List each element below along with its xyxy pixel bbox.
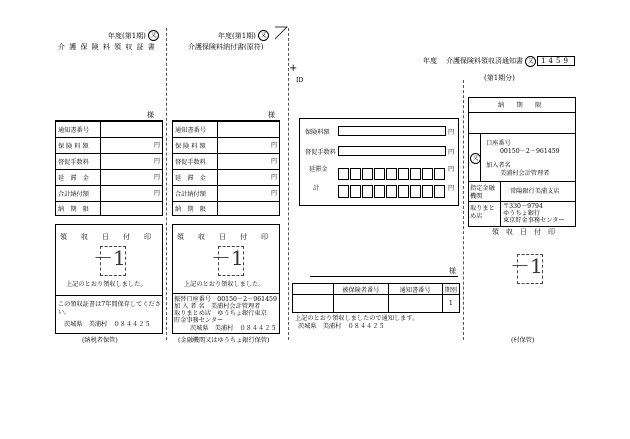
yen-label: 円	[270, 158, 277, 165]
mid-footer: (金融機関又はゆうちょ銀行保管)	[178, 337, 270, 344]
center-id-cell	[293, 284, 334, 295]
center-col-period: 期別	[442, 284, 459, 295]
yen-label: 円	[270, 174, 277, 181]
right-divider	[468, 133, 576, 134]
yen-label: 円	[270, 190, 277, 197]
s3-circle-mark: 又	[525, 56, 536, 67]
right-bank-label: 指定金融機関	[470, 185, 495, 201]
mid-row-label: 保 険 料 額	[173, 138, 218, 154]
yen-label: 円	[448, 129, 455, 136]
right-due-label: 納 期 限	[498, 102, 542, 109]
center-late-boxes	[338, 163, 445, 182]
s3-code: 1459	[537, 56, 575, 66]
left-keep-note: この領収証書は7年間保存してください。	[58, 301, 161, 316]
perforation-line-3	[463, 80, 464, 340]
s3-fiscal-year: 年度	[423, 57, 437, 65]
right-circle-mark: 又	[470, 153, 481, 164]
yen-label: 円	[153, 174, 160, 181]
center-insured-value	[334, 295, 388, 313]
left-sama: 様	[147, 111, 154, 119]
left-amount-table	[55, 121, 163, 216]
mid-subscriber-line: 加 入 者 名 美浦村会計管理者	[174, 303, 261, 310]
id-label: ID	[296, 77, 304, 84]
mid-row-value	[218, 170, 280, 186]
crosshair-icon: +	[289, 63, 298, 74]
perforation-line-1	[166, 28, 167, 340]
center-village: 茨城県 美浦村 ０８４４２５	[298, 323, 385, 330]
s1-fiscal-year: 年度(第1期)	[108, 32, 146, 40]
center-fee-field	[338, 146, 446, 156]
center-total-boxes	[338, 181, 445, 200]
right-stamp-mark: －1	[510, 254, 543, 278]
left-stamp-mark: －1	[93, 246, 126, 270]
mid-divider	[172, 293, 280, 294]
right-tori-addr: 〒330－9794	[503, 203, 543, 210]
left-row-label: 延 滞 金	[56, 170, 101, 186]
yen-label: 円	[270, 142, 277, 149]
left-footer: (納税者保管)	[82, 337, 118, 344]
s1-title: 介 護 保 険 料 領 収 証 書	[58, 43, 156, 51]
right-subscriber-label: 加入者名	[486, 162, 511, 169]
corner-mark-icon	[274, 26, 288, 40]
yen-label: 円	[153, 190, 160, 197]
s2-fiscal-year: 年度(第1期)	[218, 32, 256, 40]
left-row-value	[101, 154, 163, 170]
left-row-value	[101, 186, 163, 202]
mid-row-value	[218, 122, 280, 138]
s3-period: (第1期分)	[484, 74, 515, 82]
left-row-value	[101, 202, 163, 216]
mid-row-value	[218, 202, 280, 216]
left-row-label: 合計納付額	[56, 186, 101, 202]
center-col-notice: 通知書番号	[388, 284, 442, 295]
left-row-label: 保 険 料 額	[56, 138, 101, 154]
mid-row-label: 延 滞 金	[173, 170, 218, 186]
center-premium-field	[338, 126, 446, 136]
left-row-value	[101, 138, 163, 154]
right-footer: (村保管)	[511, 337, 535, 344]
left-row-label: 督促手数料	[56, 154, 101, 170]
mid-torimatome-line: 取りまとめ店 ゆうちょ銀行東京	[174, 310, 267, 317]
yen-label: 円	[448, 149, 455, 156]
mid-row-value	[218, 186, 280, 202]
mid-stamp-mark: －1	[211, 246, 244, 270]
mid-row-value	[218, 138, 280, 154]
center-notice-value	[388, 295, 442, 313]
center-id-table	[292, 283, 460, 313]
right-account-label: 口座番号	[486, 140, 511, 147]
center-label-premium: 保険料額	[305, 129, 330, 136]
perforation-line-2	[288, 28, 289, 340]
left-village: 茨城県 美浦村 ０８４４２５	[64, 321, 151, 328]
mid-center-line: 貯金事務センター	[174, 317, 224, 324]
yen-label: 円	[448, 166, 455, 173]
center-name-line	[310, 276, 458, 277]
left-row-label: 納 期 限	[56, 202, 101, 216]
mid-sama: 様	[268, 111, 275, 119]
right-tori-label: 取りまとめ店	[470, 205, 495, 221]
right-subscriber-value: 美浦村会計管理者	[500, 170, 550, 177]
mid-received-note: 上記のとおり領収しました。	[184, 281, 265, 288]
yen-label: 円	[153, 142, 160, 149]
s2-title: 介護保険料納付書(原符)	[188, 43, 264, 51]
left-received-note: 上記のとおり領収しました。	[66, 281, 147, 288]
center-notice: 上記のとおり領収しましたので通知します。	[295, 315, 419, 322]
mid-account-line: 振替口座番号 00150－2－961459	[174, 296, 277, 303]
mid-row-label: 督促手数料	[173, 154, 218, 170]
center-label-late: 延滞金	[309, 166, 328, 173]
center-id-cell	[293, 295, 334, 313]
mid-row-label: 通知書番号	[173, 122, 218, 138]
center-label-total: 計	[313, 185, 320, 192]
right-bank-value: 常陽銀行美浦支店	[510, 188, 560, 195]
left-divider	[55, 295, 163, 296]
mid-village: 茨城県 美浦村 ０８４４２５	[190, 325, 277, 332]
mid-row-label: 納 期 限	[173, 202, 218, 216]
left-row-label: 通知書番号	[56, 122, 101, 138]
s3-title: 介護保険料領収済通知書	[446, 57, 523, 65]
right-divider	[468, 201, 576, 202]
right-divider-v	[500, 181, 501, 227]
right-stamp-title: 領 収 日 付 印	[492, 228, 555, 236]
mid-row-value	[218, 154, 280, 170]
s2-circle-mark: 又	[258, 30, 269, 41]
center-col-insured: 被保険者番号	[334, 284, 388, 295]
right-divider	[468, 112, 576, 113]
right-account-value: 00150－2－961459	[500, 148, 560, 155]
right-tori-bank: ゆうちょ銀行	[503, 210, 541, 217]
mid-stamp-title: 領 収 日 付 印	[177, 233, 268, 241]
mid-amount-table	[172, 121, 280, 216]
left-row-value	[101, 170, 163, 186]
center-label-fee: 督促手数料	[305, 149, 336, 156]
left-stamp-title: 領 収 日 付 印	[60, 233, 151, 241]
mid-row-label: 合計納付額	[173, 186, 218, 202]
yen-label: 円	[153, 158, 160, 165]
s1-circle-mark: 又	[148, 30, 159, 41]
yen-label: 円	[448, 185, 455, 192]
center-sama: 様	[449, 267, 456, 275]
center-period-value: 1	[442, 295, 459, 313]
left-row-value	[101, 122, 163, 138]
right-tori-center: 東京貯金事務センター	[503, 217, 565, 224]
right-divider	[468, 181, 576, 182]
